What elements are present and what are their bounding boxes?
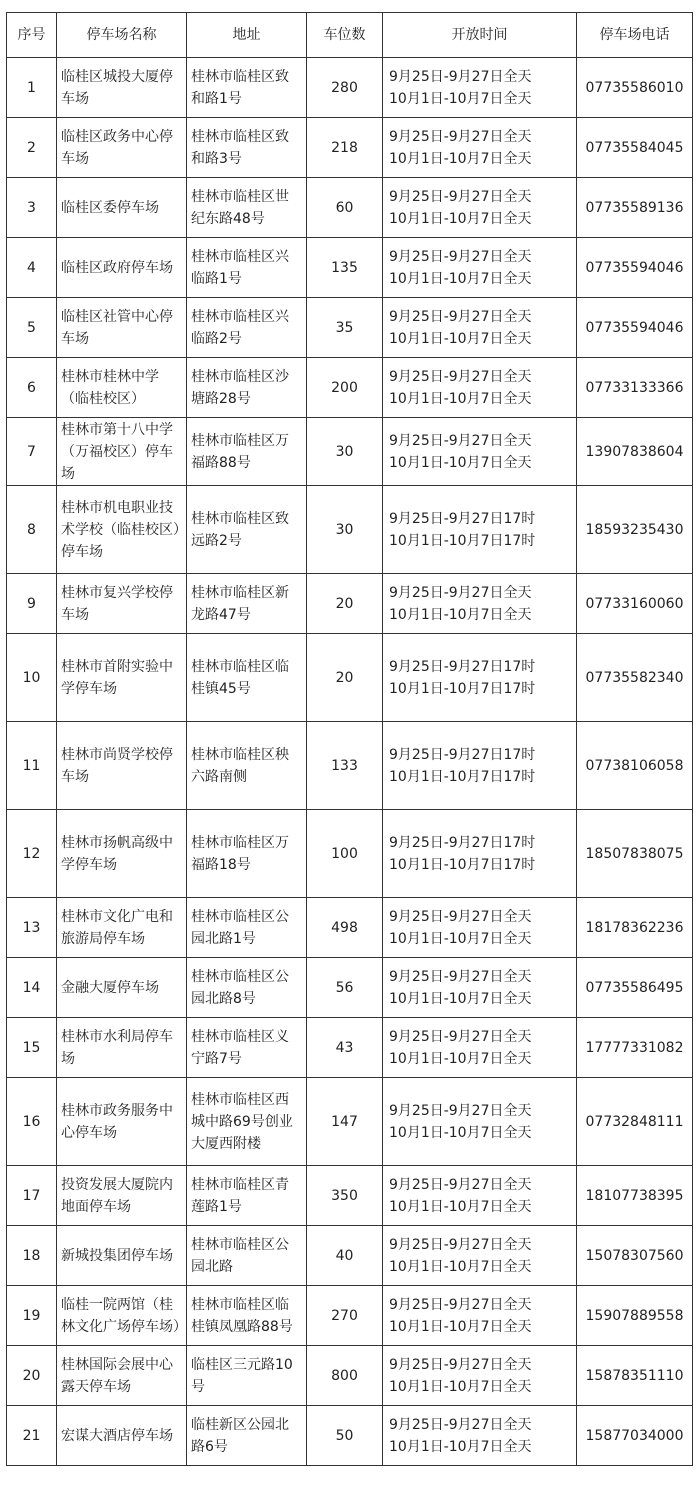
parking-name: 桂林市政务服务中心停车场 <box>57 1078 187 1166</box>
row-number: 3 <box>7 178 57 238</box>
open-time-line: 10月1日-10月7日全天 <box>389 270 532 287</box>
parking-address: 桂林市临桂区秧六路南侧 <box>187 722 307 810</box>
table-row <box>7 1406 693 1466</box>
open-time-line: 10月1日-10月7日全天 <box>389 1258 532 1275</box>
open-time-line: 10月1日-10月7日全天 <box>389 210 532 227</box>
open-time-line: 10月1日-10月7日全天 <box>389 1198 532 1215</box>
parking-spaces: 218 <box>307 118 383 178</box>
parking-name: 桂林市桂林中学（临桂校区） <box>57 358 187 418</box>
table-row <box>7 58 693 118</box>
parking-spaces: 50 <box>307 1406 383 1466</box>
parking-spaces: 20 <box>307 634 383 722</box>
open-time-line: 10月1日-10月7日17时 <box>389 768 536 785</box>
parking-phone: 07735584045 <box>577 118 693 178</box>
header-phone: 停车场电话 <box>577 13 693 58</box>
parking-address: 桂林市临桂区致和路3号 <box>187 118 307 178</box>
table-row <box>7 1286 693 1346</box>
open-time <box>383 118 577 178</box>
parking-name: 桂林市第十八中学（万福校区）停车场 <box>57 418 187 486</box>
parking-phone: 07738106058 <box>577 722 693 810</box>
parking-spaces: 270 <box>307 1286 383 1346</box>
row-number: 7 <box>7 418 57 486</box>
open-time <box>383 298 577 358</box>
table-row <box>7 1226 693 1286</box>
open-time-line: 9月25日-9月27日17时 <box>389 658 536 675</box>
row-number: 5 <box>7 298 57 358</box>
open-time <box>383 358 577 418</box>
parking-address: 桂林市临桂区青莲路1号 <box>187 1166 307 1226</box>
row-number: 11 <box>7 722 57 810</box>
table-body <box>7 58 693 1466</box>
row-number: 8 <box>7 486 57 574</box>
open-time <box>383 238 577 298</box>
row-number: 6 <box>7 358 57 418</box>
parking-address: 桂林市临桂区公园北路8号 <box>187 958 307 1018</box>
parking-phone: 07735586495 <box>577 958 693 1018</box>
parking-address: 桂林市临桂区新龙路47号 <box>187 574 307 634</box>
parking-spaces: 20 <box>307 574 383 634</box>
parking-address: 桂林市临桂区公园北路1号 <box>187 898 307 958</box>
parking-phone: 18178362236 <box>577 898 693 958</box>
parking-phone: 07735594046 <box>577 238 693 298</box>
open-time-line: 10月1日-10月7日全天 <box>389 1378 532 1395</box>
open-time-line: 9月25日-9月27日全天 <box>389 1296 532 1313</box>
parking-spaces: 350 <box>307 1166 383 1226</box>
open-time-line: 9月25日-9月27日全天 <box>389 308 532 325</box>
row-number: 4 <box>7 238 57 298</box>
open-time-line: 10月1日-10月7日全天 <box>389 1050 532 1067</box>
open-time-line: 10月1日-10月7日全天 <box>389 1438 532 1455</box>
parking-phone: 18593235430 <box>577 486 693 574</box>
parking-phone: 17777331082 <box>577 1018 693 1078</box>
parking-address: 桂林市临桂区兴临路2号 <box>187 298 307 358</box>
parking-address: 桂林市临桂区万福路88号 <box>187 418 307 486</box>
open-time <box>383 722 577 810</box>
open-time-line: 10月1日-10月7日17时 <box>389 856 536 873</box>
open-time <box>383 178 577 238</box>
open-time-line: 9月25日-9月27日全天 <box>389 1236 532 1253</box>
header-name: 停车场名称 <box>57 13 187 58</box>
parking-address: 桂林市临桂区沙塘路28号 <box>187 358 307 418</box>
parking-name: 临桂区城投大厦停车场 <box>57 58 187 118</box>
parking-name: 临桂区政府停车场 <box>57 238 187 298</box>
parking-phone: 07735594046 <box>577 298 693 358</box>
open-time <box>383 810 577 898</box>
parking-phone: 15877034000 <box>577 1406 693 1466</box>
open-time-line: 10月1日-10月7日全天 <box>389 150 532 167</box>
open-time-line: 9月25日-9月27日17时 <box>389 746 536 763</box>
row-number: 12 <box>7 810 57 898</box>
open-time <box>383 898 577 958</box>
open-time-line: 10月1日-10月7日全天 <box>389 930 532 947</box>
parking-spaces: 43 <box>307 1018 383 1078</box>
parking-name: 临桂区政务中心停车场 <box>57 118 187 178</box>
row-number: 15 <box>7 1018 57 1078</box>
parking-spaces: 56 <box>307 958 383 1018</box>
row-number: 20 <box>7 1346 57 1406</box>
parking-name: 桂林市复兴学校停车场 <box>57 574 187 634</box>
table-row <box>7 118 693 178</box>
parking-spaces: 35 <box>307 298 383 358</box>
parking-phone: 18507838075 <box>577 810 693 898</box>
open-time-line: 9月25日-9月27日17时 <box>389 834 536 851</box>
header-row <box>7 13 693 58</box>
parking-spaces: 100 <box>307 810 383 898</box>
open-time-line: 9月25日-9月27日全天 <box>389 1102 532 1119</box>
parking-name: 投资发展大厦院内地面停车场 <box>57 1166 187 1226</box>
parking-name: 金融大厦停车场 <box>57 958 187 1018</box>
row-number: 1 <box>7 58 57 118</box>
open-time-line: 9月25日-9月27日全天 <box>389 584 532 601</box>
open-time-line: 9月25日-9月27日全天 <box>389 68 532 85</box>
open-time-line: 10月1日-10月7日全天 <box>389 330 532 347</box>
table-row <box>7 810 693 898</box>
open-time <box>383 1346 577 1406</box>
parking-spaces: 30 <box>307 486 383 574</box>
row-number: 18 <box>7 1226 57 1286</box>
open-time <box>383 418 577 486</box>
parking-name: 桂林国际会展中心露天停车场 <box>57 1346 187 1406</box>
parking-name: 桂林市尚贤学校停车场 <box>57 722 187 810</box>
row-number: 2 <box>7 118 57 178</box>
table-row <box>7 238 693 298</box>
table-row <box>7 1166 693 1226</box>
open-time-line: 10月1日-10月7日17时 <box>389 532 536 549</box>
parking-address: 桂林市临桂区致和路1号 <box>187 58 307 118</box>
parking-address: 桂林市临桂区临桂镇凤凰路88号 <box>187 1286 307 1346</box>
open-time-line: 9月25日-9月27日全天 <box>389 128 532 145</box>
parking-phone: 07735582340 <box>577 634 693 722</box>
table-row <box>7 1346 693 1406</box>
open-time-line: 9月25日-9月27日全天 <box>389 1028 532 1045</box>
open-time-line: 10月1日-10月7日全天 <box>389 1124 532 1141</box>
parking-phone: 15078307560 <box>577 1226 693 1286</box>
parking-name: 桂林市文化广电和旅游局停车场 <box>57 898 187 958</box>
parking-name: 临桂区社管中心停车场 <box>57 298 187 358</box>
parking-address: 桂林市临桂区世纪东路48号 <box>187 178 307 238</box>
parking-name: 新城投集团停车场 <box>57 1226 187 1286</box>
parking-name: 桂林市机电职业技术学校（临桂校区）停车场 <box>57 486 187 574</box>
open-time-line: 9月25日-9月27日全天 <box>389 188 532 205</box>
parking-address: 临桂新区公园北路6号 <box>187 1406 307 1466</box>
open-time-line: 9月25日-9月27日17时 <box>389 510 536 527</box>
parking-phone: 07733133366 <box>577 358 693 418</box>
parking-phone: 15878351110 <box>577 1346 693 1406</box>
open-time <box>383 574 577 634</box>
row-number: 10 <box>7 634 57 722</box>
open-time <box>383 1166 577 1226</box>
open-time <box>383 634 577 722</box>
parking-address: 桂林市临桂区公园北路 <box>187 1226 307 1286</box>
parking-name: 桂林市首附实验中学停车场 <box>57 634 187 722</box>
open-time-line: 9月25日-9月27日全天 <box>389 248 532 265</box>
parking-spaces: 147 <box>307 1078 383 1166</box>
parking-spaces: 135 <box>307 238 383 298</box>
header-address: 地址 <box>187 13 307 58</box>
open-time <box>383 486 577 574</box>
parking-phone: 07735589136 <box>577 178 693 238</box>
row-number: 16 <box>7 1078 57 1166</box>
table-row <box>7 958 693 1018</box>
open-time-line: 9月25日-9月27日全天 <box>389 968 532 985</box>
parking-name: 临桂一院两馆（桂林文化广场停车场） <box>57 1286 187 1346</box>
open-time-line: 9月25日-9月27日全天 <box>389 368 532 385</box>
row-number: 13 <box>7 898 57 958</box>
parking-phone: 15907889558 <box>577 1286 693 1346</box>
row-number: 19 <box>7 1286 57 1346</box>
parking-spaces: 133 <box>307 722 383 810</box>
header-no: 序号 <box>7 13 57 58</box>
open-time-line: 9月25日-9月27日全天 <box>389 1416 532 1433</box>
parking-address: 桂林市临桂区西城中路69号创业大厦西附楼 <box>187 1078 307 1166</box>
open-time-line: 10月1日-10月7日全天 <box>389 390 532 407</box>
parking-address: 桂林市临桂区兴临路1号 <box>187 238 307 298</box>
parking-phone: 07733160060 <box>577 574 693 634</box>
row-number: 9 <box>7 574 57 634</box>
parking-spaces: 200 <box>307 358 383 418</box>
parking-address: 桂林市临桂区临桂镇45号 <box>187 634 307 722</box>
open-time-line: 10月1日-10月7日全天 <box>389 990 532 1007</box>
open-time <box>383 1406 577 1466</box>
table-row <box>7 358 693 418</box>
parking-spaces: 40 <box>307 1226 383 1286</box>
parking-name: 桂林市扬帆高级中学停车场 <box>57 810 187 898</box>
parking-address: 桂林市临桂区致远路2号 <box>187 486 307 574</box>
parking-spaces: 30 <box>307 418 383 486</box>
table-row <box>7 1018 693 1078</box>
table-row <box>7 1078 693 1166</box>
table-row <box>7 898 693 958</box>
header-open-time: 开放时间 <box>383 13 577 58</box>
header-spaces: 车位数 <box>307 13 383 58</box>
table-row <box>7 574 693 634</box>
parking-table <box>6 12 693 1466</box>
open-time-line: 9月25日-9月27日全天 <box>389 908 532 925</box>
open-time <box>383 1078 577 1166</box>
parking-spaces: 498 <box>307 898 383 958</box>
open-time-line: 9月25日-9月27日全天 <box>389 1176 532 1193</box>
table-row <box>7 418 693 486</box>
open-time-line: 9月25日-9月27日全天 <box>389 432 532 449</box>
parking-address: 临桂区三元路10号 <box>187 1346 307 1406</box>
open-time-line: 10月1日-10月7日全天 <box>389 606 532 623</box>
row-number: 14 <box>7 958 57 1018</box>
row-number: 17 <box>7 1166 57 1226</box>
open-time <box>383 1018 577 1078</box>
parking-name: 桂林市水利局停车场 <box>57 1018 187 1078</box>
table-row <box>7 634 693 722</box>
parking-spaces: 800 <box>307 1346 383 1406</box>
open-time <box>383 958 577 1018</box>
open-time-line: 10月1日-10月7日全天 <box>389 454 532 471</box>
parking-phone: 13907838604 <box>577 418 693 486</box>
open-time-line: 10月1日-10月7日17时 <box>389 680 536 697</box>
table-row <box>7 722 693 810</box>
parking-phone: 07735586010 <box>577 58 693 118</box>
parking-address: 桂林市临桂区万福路18号 <box>187 810 307 898</box>
open-time <box>383 58 577 118</box>
row-number: 21 <box>7 1406 57 1466</box>
parking-name: 临桂区委停车场 <box>57 178 187 238</box>
table-row <box>7 178 693 238</box>
parking-address: 桂林市临桂区义宁路7号 <box>187 1018 307 1078</box>
open-time-line: 10月1日-10月7日全天 <box>389 90 532 107</box>
table-row <box>7 486 693 574</box>
open-time <box>383 1226 577 1286</box>
parking-spaces: 280 <box>307 58 383 118</box>
parking-name: 宏谋大酒店停车场 <box>57 1406 187 1466</box>
open-time <box>383 1286 577 1346</box>
open-time-line: 9月25日-9月27日全天 <box>389 1356 532 1373</box>
parking-phone: 18107738395 <box>577 1166 693 1226</box>
parking-spaces: 60 <box>307 178 383 238</box>
table-row <box>7 298 693 358</box>
open-time-line: 10月1日-10月7日全天 <box>389 1318 532 1335</box>
parking-phone: 07732848111 <box>577 1078 693 1166</box>
